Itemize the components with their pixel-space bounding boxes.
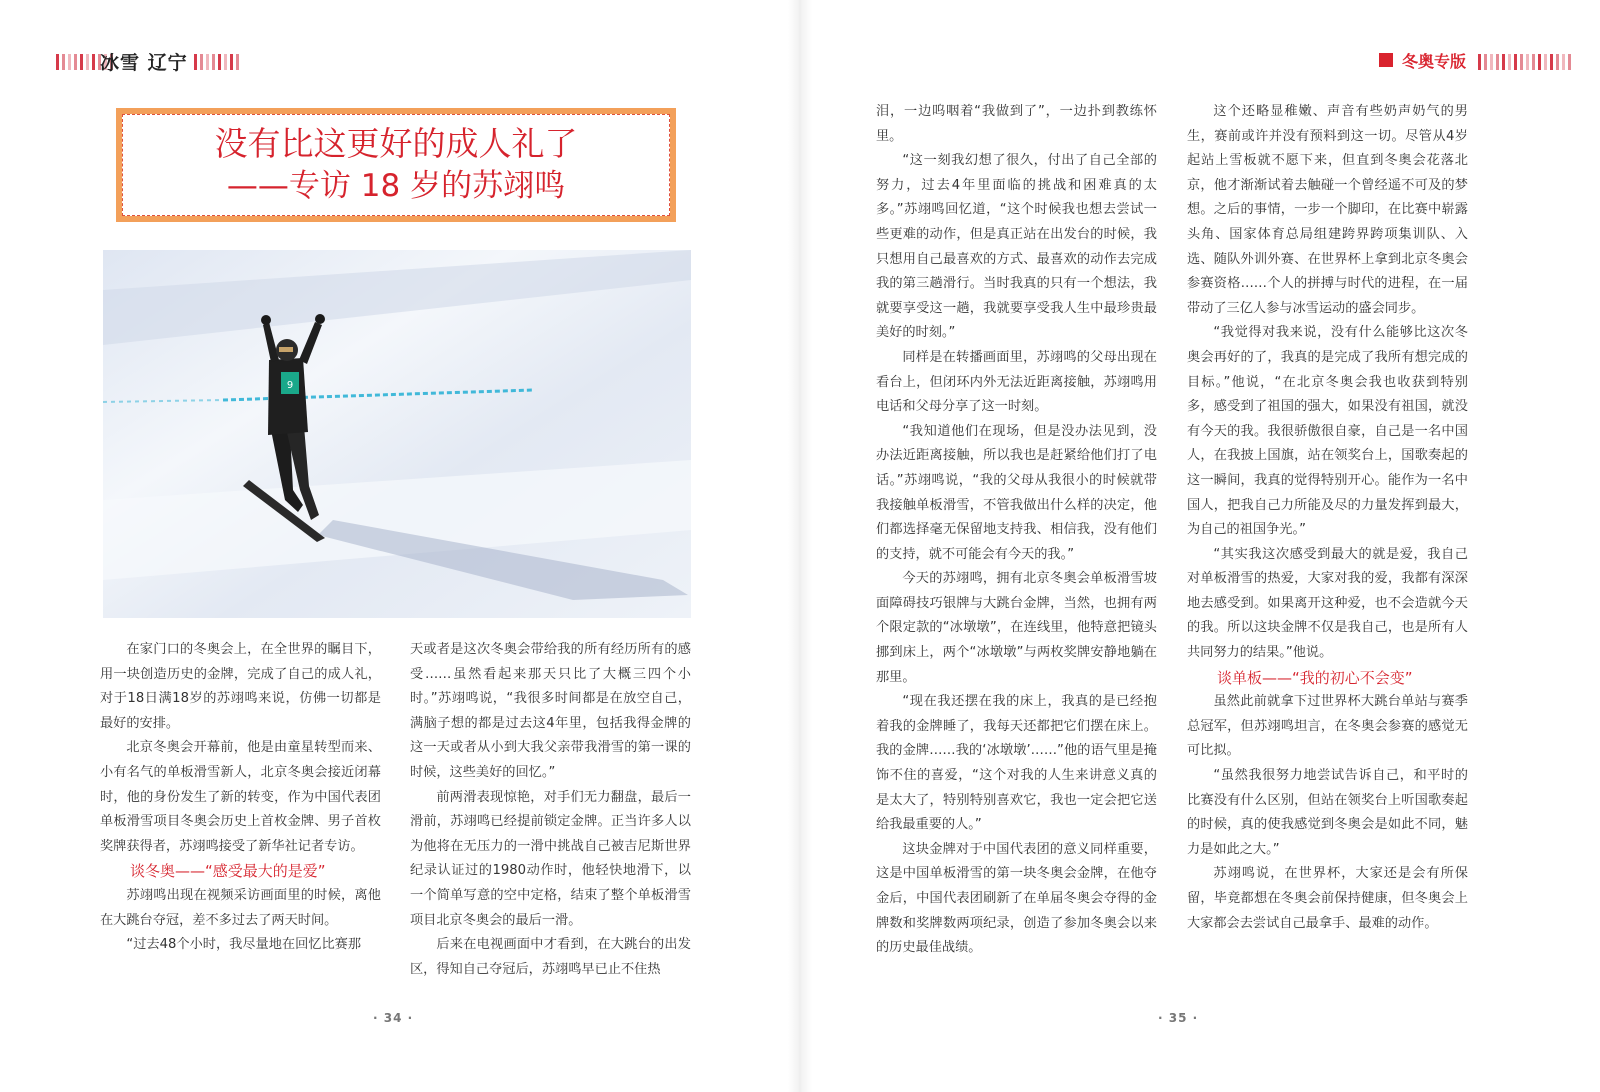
paragraph: “虽然我很努力地尝试告诉自己，和平时的比赛没有什么区别，但站在领奖台上听国歌奏起的时候，真的使我感觉到冬奥会是如此不同，魅力是如此之大。” <box>1187 768 1468 857</box>
edition-name: 冬奥专版 <box>1402 52 1467 71</box>
article-title: 没有比这更好的成人礼了 <box>214 124 578 163</box>
paragraph: 今天的苏翊鸣，拥有北京冬奥会单板滑雪坡面障碍技巧银牌与大跳台金牌，当然，也拥有两个限定款的“冰墩墩”，在连线里，他特意把镜头挪到床上，两个“冰墩墩”与两枚奖牌安静地躺在那里。 <box>876 571 1157 685</box>
paragraph: 天或者是这次冬奥会带给我的所有经历所有的感受……虽然看起来那天只比了大概三四个小时。”苏翊鸣说，“我很多时间都是在放空自己，满脑子想的都是过去这4年里，包括我得金牌的这一天或者从小到大我父亲带我滑雪的第一课的时候，这些美好的回忆。” <box>410 642 691 780</box>
header-stripes-left-2 <box>194 54 239 70</box>
paragraph: 泪，一边呜咽着“我做到了”，一边扑到教练怀里。 <box>876 104 1157 144</box>
page-number-left: · 34 · <box>373 1011 414 1025</box>
paragraph: “我觉得对我来说，没有什么能够比这次冬奥会再好的了，我真的是完成了我所有想完成的目标。”他说，“在北京冬奥会我也收获到特别多，感受到了祖国的强大，如果没有祖国，就没有今天的我。我很骄傲很自豪，自己是一名中国人，在我披上国旗，站在领奖台上，国歌奏起的这一瞬间，我真的觉得特别开心。能作为一名中国人，把我自己力所能及尽的力量发挥到最大，为自己的祖国争光。” <box>1187 325 1468 538</box>
paragraph: 后来在电视画面中才看到，在大跳台的出发区，得知自己夺冠后，苏翊鸣早已止不住热 <box>410 937 691 977</box>
paragraph: 这个还略显稚嫩、声音有些奶声奶气的男生，赛前或许并没有预料到这一切。尽管从4岁起站上雪板就不愿下来，但直到冬奥会花落北京，他才渐渐试着去触碰一个曾经遥不可及的梦想。之后的事情，一步一个脚印，在比赛中崭露头角、国家体育总局组建跨界跨项集训队、入选、随队外训外赛、在世界杯上拿到北京冬奥会参赛资格……个人的拼搏与时代的进程，在一届带动了三亿人参与冰雪运动的盛会同步。 <box>1187 104 1468 316</box>
paragraph: “其实我这次感受到最大的就是爱，我自己对单板滑雪的热爱，大家对我的爱，我都有深深地去感受到。如果离开这种爱，也不会造就今天的我。所以这块金牌不仅是我自己，也是所有人共同努力的结果。”他说。 <box>1187 546 1468 661</box>
paragraph: 北京冬奥会开幕前，他是由童星转型而来、小有名气的单板滑雪新人，北京冬奥会接近闭幕时，他的身份发生了新的转变，作为中国代表团单板滑雪项目冬奥会历史上首枚金牌、男子首枚奖牌获得者，苏翊鸣接受了新华社记者专访。 <box>100 740 381 854</box>
paragraph: 在家门口的冬奥会上，在全世界的瞩目下，用一块创造历史的金牌，完成了自己的成人礼，对于18日满18岁的苏翊鸣来说，仿佛一切都是最好的安排。 <box>100 642 381 731</box>
paragraph: 苏翊鸣出现在视频采访画面里的时候，离他在大跳台夺冠，差不多过去了两天时间。 <box>100 887 381 928</box>
subheading-winter-olympics: 谈冬奥——“感受最大的是爱” <box>130 862 326 881</box>
snowboarder-photo <box>103 250 691 618</box>
paragraph: “我知道他们在现场，但是没办法见到，没办法近距离接触，所以我也是赶紧给他们打了电话。”苏翊鸣说，“我的父母从我很小的时候就带我接触单板滑雪，不管我做出什么样的决定，他们都选择毫无保留地支持我、相信我，没有他们的支持，就不可能会有今天的我。” <box>876 423 1157 562</box>
article-title-box <box>116 108 676 222</box>
paragraph: “这一刻我幻想了很久，付出了自己全部的努力，过去4年里面临的挑战和困难真的太多。”苏翊鸣回忆道，“这个时候我也想去尝试一些更难的动作，但是真正站在出发台的时候，我只想用自己最喜欢的方式、最喜欢的动作去完成我的第三趟滑行。当时我真的只有一个想法，我就要享受这一趟，我就要享受我人生中最珍贵最美好的时刻。” <box>876 153 1157 341</box>
paragraph: 前两滑表现惊艳，对手们无力翻盘，最后一滑前，苏翊鸣已经提前锁定金牌。正当许多人以为他将在无压力的一滑中挑战自己被吉尼斯世界纪录认证过的1980动作时，他轻快地滑下，以一个简单写意的空中定格，结束了整个单板滑雪项目北京冬奥会的最后一滑。 <box>410 789 691 928</box>
edition-marker-icon <box>1379 53 1393 67</box>
left-column-2 <box>410 638 691 982</box>
section-name: 冰雪 辽宁 <box>100 52 188 74</box>
header-stripes-right <box>1478 54 1571 70</box>
snowboarder-illustration <box>103 250 691 618</box>
paragraph: 虽然此前就拿下过世界杯大跳台单站与赛季总冠军，但苏翊鸣坦言，在冬奥会参赛的感觉无可比拟。 <box>1187 694 1468 759</box>
paragraph: 这块金牌对于中国代表团的意义同样重要，这是中国单板滑雪的第一块冬奥会金牌，在他夺金后，中国代表团刷新了在单届冬奥会夺得的金牌数和奖牌数两项纪录，创造了参加冬奥会以来的历史最佳战绩。 <box>876 841 1157 956</box>
paragraph: “过去48个小时，我尽量地在回忆比赛那 <box>126 937 362 953</box>
subheading-snowboard: 谈单板——“我的初心不会变” <box>1217 668 1413 687</box>
article-subtitle: ——专访 18 岁的苏翊鸣 <box>226 168 566 204</box>
bib-number: 9 <box>286 380 294 391</box>
article-title-inner <box>122 114 670 216</box>
right-column-2 <box>1187 100 1468 936</box>
page-number-right: · 35 · <box>1158 1011 1199 1025</box>
right-page <box>800 0 1600 1092</box>
left-column-1 <box>100 638 381 958</box>
paragraph: 同样是在转播画面里，苏翊鸣的父母出现在看台上，但闭环内外无法近距离接触，苏翊鸣用电话和父母分享了这一时刻。 <box>876 349 1157 415</box>
right-column-1 <box>876 100 1157 961</box>
paragraph: 苏翊鸣说，在世界杯，大家还是会有所保留，毕竟都想在冬奥会前保持健康，但冬奥会上大家都会去尝试自己最拿手、最难的动作。 <box>1187 866 1468 931</box>
paragraph: “现在我还摆在我的床上，我真的是已经抱着我的金牌睡了，我每天还都把它们摆在床上。我的金牌……我的‘冰墩墩’……”他的语气里是掩饰不住的喜爱，“这个对我的人生来讲意义真的是太大了，特别特别喜欢它，我也一定会把它送给我最重要的人。” <box>876 694 1157 833</box>
